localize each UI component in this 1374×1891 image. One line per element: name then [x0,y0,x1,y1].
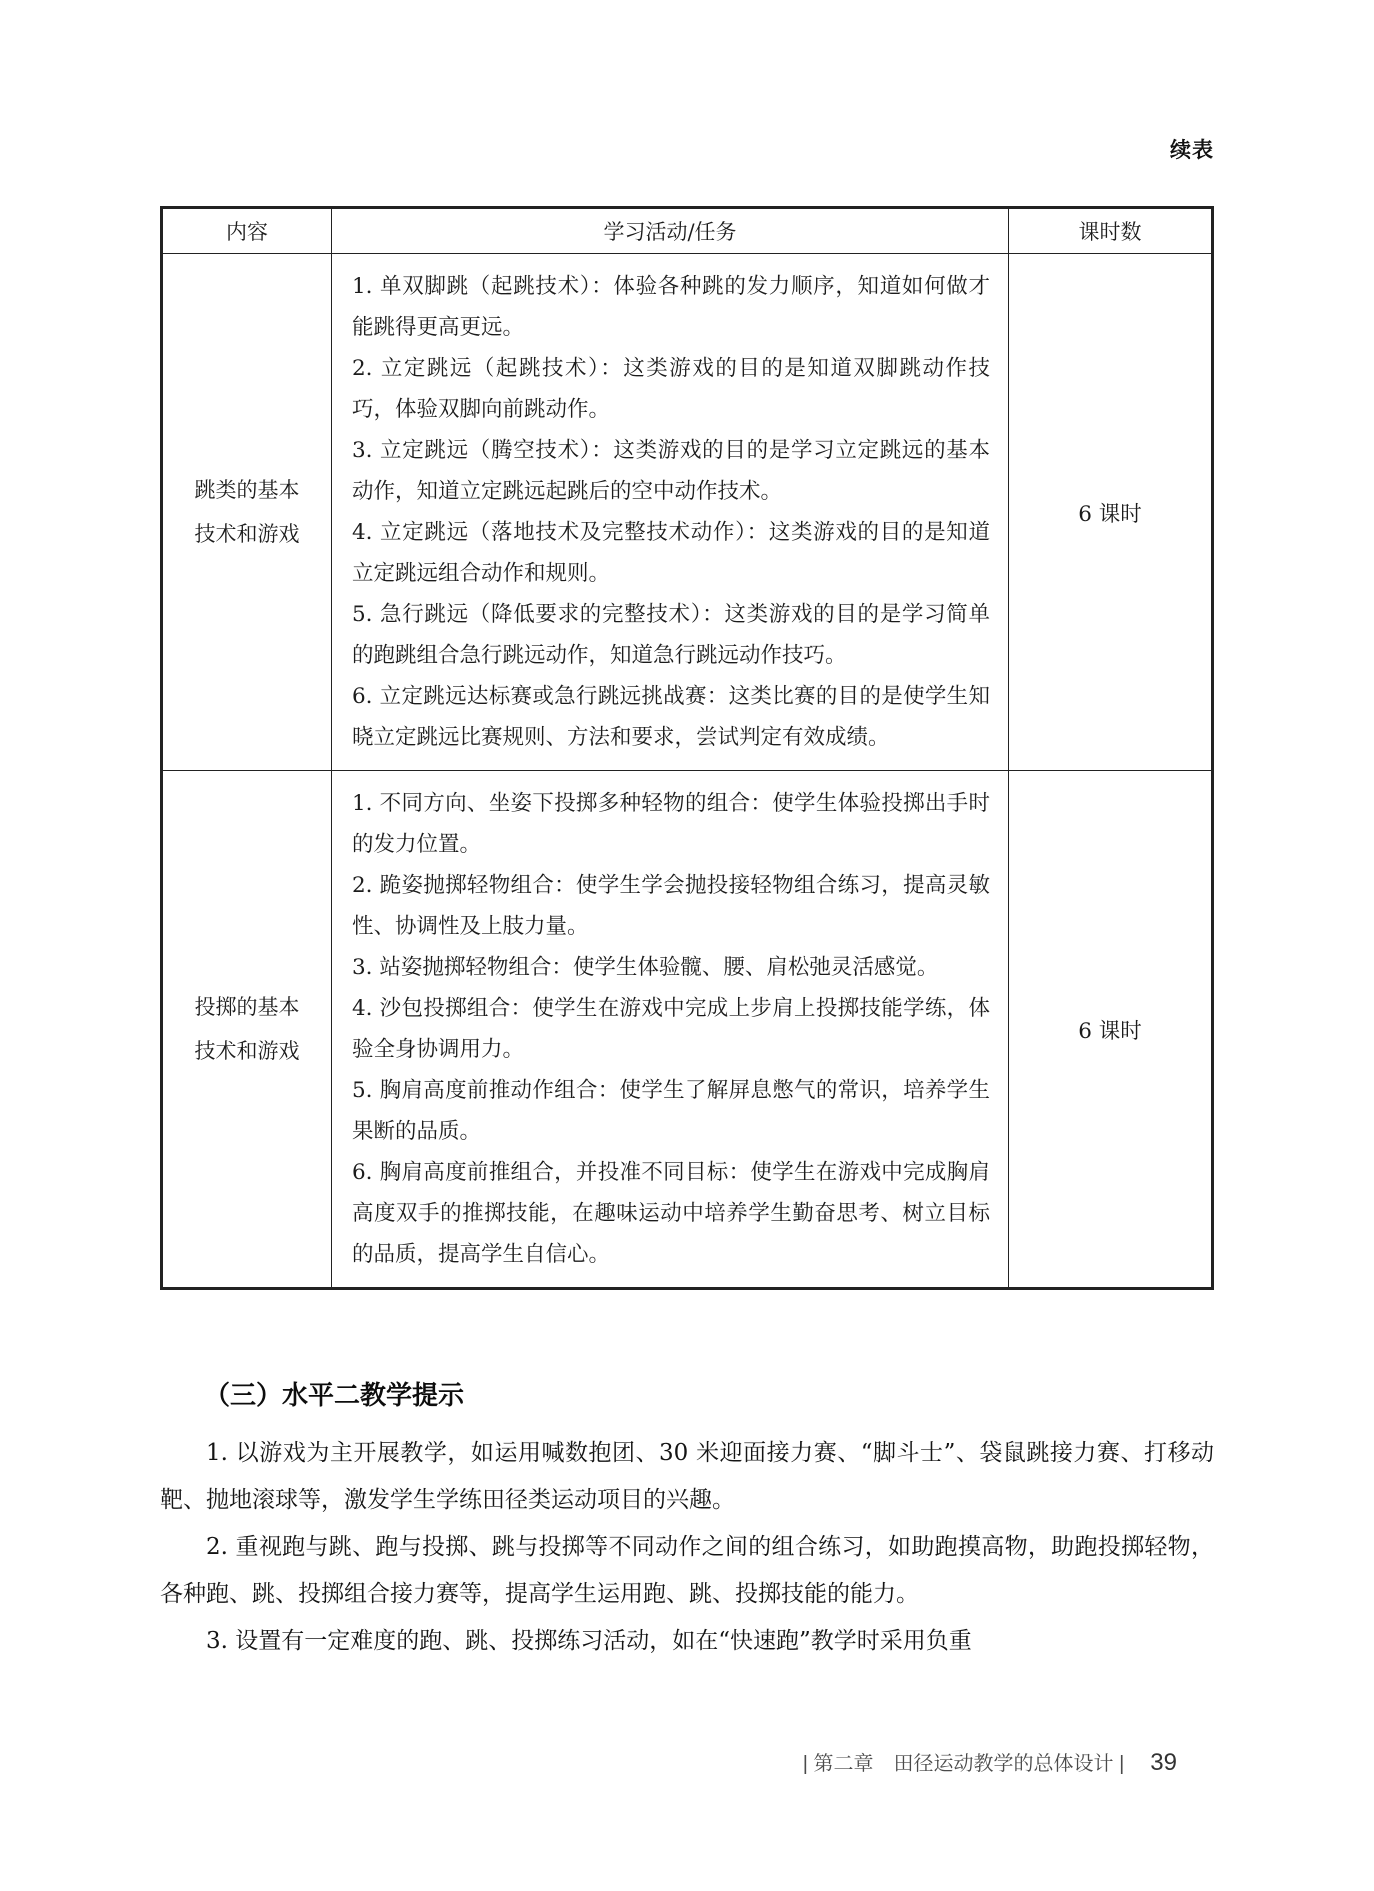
activity-item: 1. 单双脚跳（起跳技术）：体验各种跳的发力顺序，知道如何做才能跳得更高更远。 [352,274,990,340]
activity-item: 3. 立定跳远（腾空技术）：这类游戏的目的是学习立定跳远的基本动作，知道立定跳远起跳后的空中动作技术。 [352,438,990,504]
footer-chapter-title: | 第二章 田径运动教学的总体设计 | [802,1753,1125,1775]
activity-item: 4. 立定跳远（落地技术及完整技术动作）：这类游戏的目的是知道立定跳远组合动作和规则。 [352,520,990,586]
learning-activities-table [160,206,1214,1290]
teaching-tips-section [160,1378,1214,1665]
section-heading: （三）水平二教学提示 [204,1380,465,1410]
tip-paragraph-3: 3. 设置有一定难度的跑、跳、投掷练习活动，如在“快速跑”教学时采用负重 [206,1628,972,1654]
row-activities-cell [332,254,1009,771]
header-content: 内容 [162,208,332,254]
page-footer [803,1747,1177,1777]
header-activities: 学习活动/任务 [332,208,1009,254]
activity-item: 5. 胸肩高度前推动作组合：使学生了解屏息憋气的常识，培养学生果断的品质。 [352,1078,990,1144]
table-row-jumping [162,254,1213,771]
row-content-label: 投掷的基本技术和游戏 [162,771,332,1289]
row-activities-cell [332,771,1009,1289]
continued-table-label: 续表 [1170,139,1214,162]
row-hours: 6 课时 [1009,254,1213,771]
activity-item: 3. 站姿抛掷轻物组合：使学生体验髋、腰、肩松弛灵活感觉。 [352,955,939,980]
tip-paragraph-2: 2. 重视跑与跳、跑与投掷、跳与投掷等不同动作之间的组合练习，如助跑摸高物，助跑投掷轻物，各种跑、跳、投掷组合接力赛等，提高学生运用跑、跳、投掷技能的能力。 [160,1534,1214,1607]
header-hours: 课时数 [1009,208,1213,254]
activity-item: 2. 立定跳远（起跳技术）：这类游戏的目的是知道双脚跳动作技巧，体验双脚向前跳动作。 [352,356,990,422]
activity-item: 6. 立定跳远达标赛或急行跳远挑战赛：这类比赛的目的是使学生知晓立定跳远比赛规则、方法和要求，尝试判定有效成绩。 [352,684,990,750]
activity-item: 1. 不同方向、坐姿下投掷多种轻物的组合：使学生体验投掷出手时的发力位置。 [352,791,990,857]
activity-item: 4. 沙包投掷组合：使学生在游戏中完成上步肩上投掷技能学练，体验全身协调用力。 [352,996,990,1062]
row-content-label: 跳类的基本技术和游戏 [162,254,332,771]
activity-item: 2. 跪姿抛掷轻物组合：使学生学会抛投接轻物组合练习，提高灵敏性、协调性及上肢力量。 [352,873,990,939]
activity-item: 6. 胸肩高度前推组合，并投准不同目标：使学生在游戏中完成胸肩高度双手的推掷技能，在趣味运动中培养学生勤奋思考、树立目标的品质，提高学生自信心。 [352,1160,990,1267]
page-number: 39 [1150,1749,1177,1776]
tip-paragraph-1: 1. 以游戏为主开展教学，如运用喊数抱团、30 米迎面接力赛、“脚斗士”、袋鼠跳接力赛、打移动靶、抛地滚球等，激发学生学练田径类运动项目的兴趣。 [160,1440,1214,1513]
table-header-row [162,208,1213,254]
table-row-throwing [162,771,1213,1289]
activity-item: 5. 急行跳远（降低要求的完整技术）：这类游戏的目的是学习简单的跑跳组合急行跳远动作，知道急行跳远动作技巧。 [352,602,990,668]
row-hours: 6 课时 [1009,771,1213,1289]
